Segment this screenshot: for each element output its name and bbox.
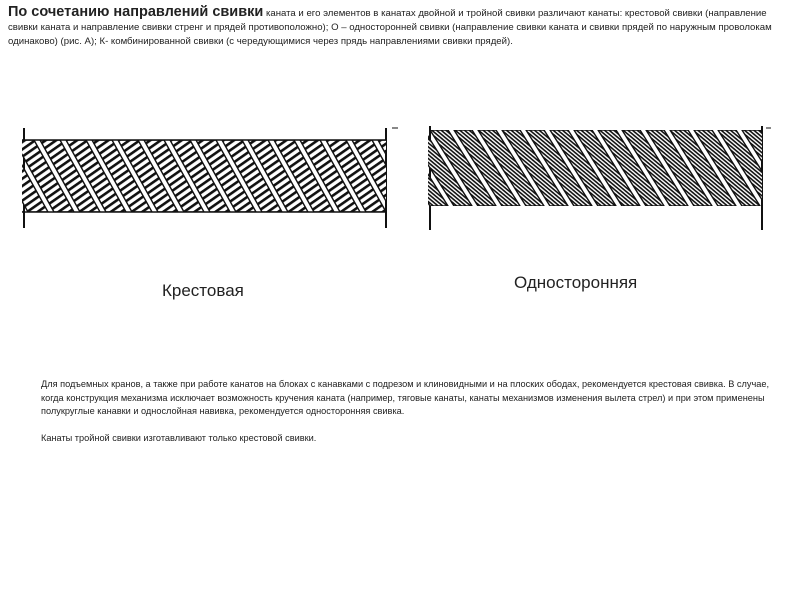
cross-lay-rope-image — [22, 126, 402, 230]
intro-title: По сочетанию направлений свивки — [8, 4, 264, 20]
cross-lay-rope-drawing — [22, 126, 402, 230]
body-text — [41, 378, 781, 446]
one-sided-lay-rope-drawing — [428, 126, 773, 230]
intro-text: каната и его элементов в канатах двойной и тройной свивки различают канаты: крестовой свивки (направление свивки каната и направление свивки стренг и прядей противоположно); О – односторонней свивки (направление свивки каната и свивки прядей по наружным проволокам одинаково) (рис. А); К- комбинированной свивки (с чередующимися через прядь направлениями свивки прядей). — [8, 8, 772, 47]
one-sided-lay-rope-image — [428, 126, 773, 230]
intro-paragraph — [8, 5, 783, 49]
recommendation-paragraph: Для подъемных кранов, а также при работе канатов на блоках с канавками с подрезом и клиновидными и на плоских ободах, рекомендуется крестовая свивка. В случае, когда конструкция механизма исключает возможность кручения каната (например, тяговые канаты, канаты механизмов изменения вылета стрел) и при этом применены полукруглые канавки и однослойная навивка, рекомендуется односторонняя свивка. — [41, 379, 769, 416]
one-sided-lay-caption: Односторонняя — [514, 273, 638, 292]
cross-lay-caption: Крестовая — [162, 281, 244, 300]
triple-lay-note: Канаты тройной свивки изготавливают только крестовой свивки. — [41, 433, 317, 443]
rope-strand — [766, 130, 773, 206]
